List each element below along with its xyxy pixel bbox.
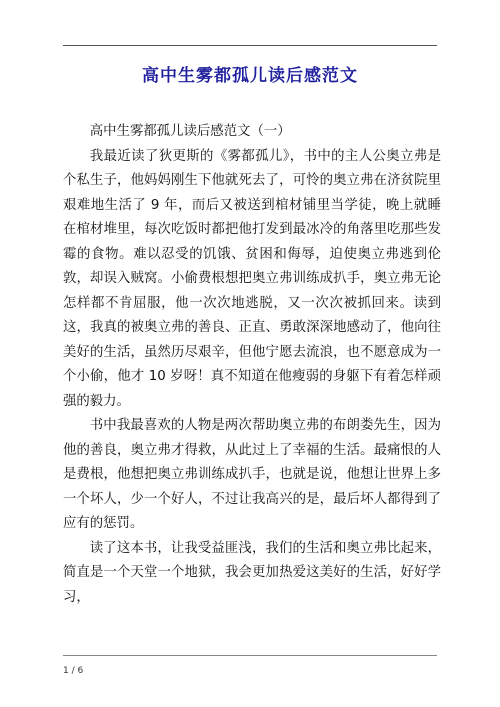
header-rule bbox=[63, 45, 437, 46]
document-title: 高中生雾都孤儿读后感范文 bbox=[142, 66, 358, 86]
page-indicator: 1 / 6 bbox=[63, 666, 84, 676]
paragraph: 读了这本书，让我受益匪浅，我们的生活和奥立弗比起来，简直是一个天堂一个地狱，我会更加热爱这美好的生活，好好学习， bbox=[63, 540, 441, 605]
document-body bbox=[63, 120, 441, 610]
paragraph: 我最近读了狄更斯的《雾都孤儿》，书中的主人公奥立弗是个私生子，他妈妈刚生下他就死去了，可怜的奥立弗在济贫院里艰难地生活了 9 年，而后又被送到棺材铺里当学徒，晚上就睡在棺材堆里，每次吃饭时都把他打发到最冰冷的角落里吃那些发霉的食物。难以忍受的饥饿、贫困和侮辱，迫使奥立弗逃到伦敦，却误入贼窝。小偷费根想把奥立弗训练成扒手，奥立弗无论怎样都不肯屈服，他一次次地逃脱，又一次次被抓回来。读到这，我真的被奥立弗的善良、正直、勇敢深深地感动了，他向往美好的生活，虽然历尽艰辛，但他宁愿去流浪，也不愿意成为一个小偷，他才 10 岁呀！真不知道在他瘦弱的身躯下有着怎样顽强的毅力。 bbox=[63, 148, 441, 409]
paragraph: 书中我最喜欢的人物是两次帮助奥立弗的布朗娄先生，因为他的善良，奥立弗才得救，从此过上了幸福的生活。最痛恨的人是费根，他想把奥立弗训练成扒手，也就是说，他想让世界上多一个坏人，少一个好人，不过让我高兴的是，最后坏人都得到了应有的惩罚。 bbox=[63, 418, 441, 531]
footer-rule bbox=[63, 655, 437, 656]
section-heading: 高中生雾都孤儿读后感范文（一） bbox=[89, 124, 291, 139]
